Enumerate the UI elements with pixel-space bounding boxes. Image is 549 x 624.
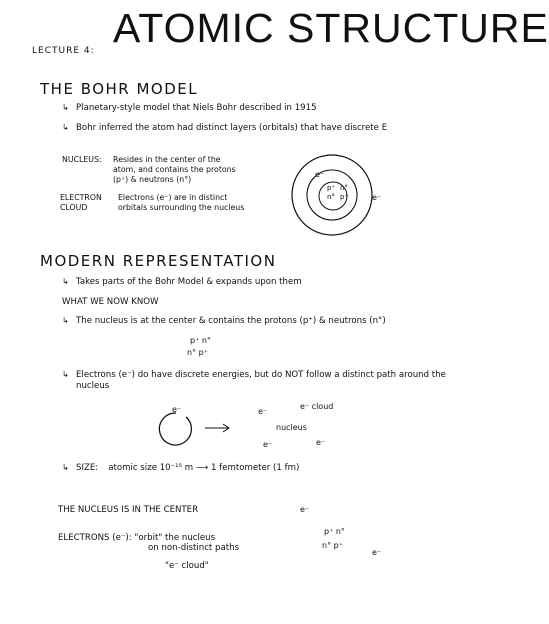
modern-nucleus-row-2: n° p⁺ [187,348,208,357]
bohr-proton-2: p⁺ [340,193,349,201]
electron-cloud-term: ELECTRON CLOUD [60,193,102,212]
what-we-know: WHAT WE NOW KNOW [62,297,159,307]
cloud-quote: "e⁻ cloud" [165,561,209,571]
arrow-icon: ↳ [62,103,69,112]
nucleus-label: nucleus [276,423,307,432]
lecture-label: LECTURE 4: [32,46,95,56]
bohr-neutron-1: n° [340,184,348,192]
size-label: SIZE: [76,463,99,473]
page-title: ATOMIC STRUCTURE [113,5,549,51]
modern-bullet-1 [62,277,302,287]
bohr-proton-1: p⁺ [327,184,336,192]
modern-nucleus-row-1: p⁺ n° [190,336,211,345]
bohr-electron-top: e⁻ [315,170,325,179]
modern-heading: MODERN REPRESENTATION [40,252,277,270]
bohr-bullet-2-text: Bohr inferred the atom had distinct layers (orbitals) that have discrete E [76,123,388,133]
orbit-vs-cloud-diagram [150,405,245,450]
bohr-neutron-2: n° [327,193,335,201]
arrow-icon: ↳ [62,463,69,472]
bohr-electron-right: e⁻ [372,193,382,202]
orbit-electron: e⁻ [172,405,182,414]
arrow-icon: ↳ [62,123,69,132]
cloud-electron-3: e⁻ [316,438,326,447]
summary-nucleus-row-1: p⁺ n° [324,527,345,536]
electrons-line-2: on non-distinct paths [148,543,240,553]
arrow-icon: ↳ [62,316,69,325]
bohr-bullet-2 [62,123,387,133]
modern-bullet-1-text: Takes parts of the Bohr Model & expands upon them [76,277,302,287]
nucleus-term: NUCLEUS: [62,155,102,164]
arrow-icon: ↳ [62,370,69,379]
nucleus-center-line: THE NUCLEUS IS IN THE CENTER [58,505,199,515]
modern-bullet-2-text: The nucleus is at the center & contains the protons (p⁺) & neutrons (n°) [76,316,386,326]
summary-nucleus-row-2: n° p⁺ [322,541,343,550]
bohr-bullet-1-text: Planetary-style model that Niels Bohr described in 1915 [76,103,317,113]
orbit-path [159,413,191,445]
electrons-line-1: ELECTRONS (e⁻): "orbit" the nucleus [58,533,216,543]
summary-electron-b: e⁻ [372,548,382,557]
electron-cloud-definition: Electrons (e⁻) are in distinct orbitals surrounding the nucleus [118,193,245,212]
nucleus-definition: Resides in the center of the atom, and contains the protons (p⁺) & neutrons (n°) [113,155,236,184]
size-line [62,463,299,473]
arrow-icon: ↳ [62,277,69,286]
summary-electron-a: e⁻ [300,505,310,514]
bohr-heading: THE BOHR MODEL [40,80,199,98]
modern-bullet-3 [62,370,446,392]
modern-bullet-3-text: Electrons (e⁻) do have discrete energies, but do NOT follow a distinct path around the nucleus [76,370,446,391]
bohr-bullet-1 [62,103,317,113]
cloud-electron-2: e⁻ [263,440,273,449]
cloud-label: e⁻ cloud [300,402,334,411]
cloud-electron-1: e⁻ [258,407,268,416]
size-text: atomic size 10⁻¹⁵ m ⟶ 1 femtometer (1 fm) [108,463,300,473]
modern-bullet-2 [62,316,386,326]
